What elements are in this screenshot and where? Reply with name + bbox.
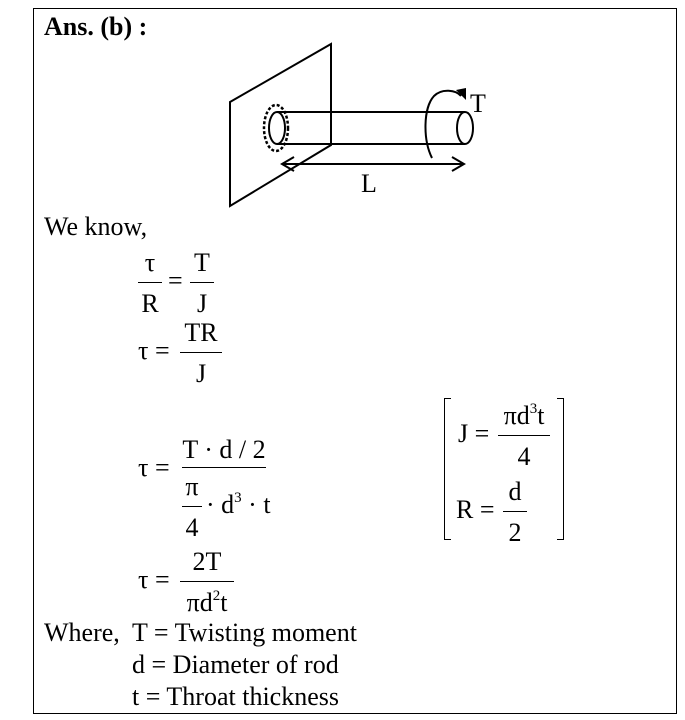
- eq2-fraction: TR J: [180, 320, 222, 387]
- torque-arrow: [425, 91, 461, 158]
- intro-text: We know,: [44, 212, 148, 241]
- answer-heading: Ans. (b) :: [44, 12, 148, 41]
- j-definition-lhs: J =: [458, 419, 490, 448]
- eq4-fraction: 2T $\pi d^2t$: [180, 549, 234, 616]
- j-definition-fraction: $\pi d^3t$ 4: [498, 403, 550, 470]
- eq3-main-bar: [182, 467, 266, 468]
- eq4-lhs: τ =: [138, 565, 170, 594]
- eq3-lhs: τ =: [138, 453, 170, 482]
- eq3-denominator-rest: · $d^3 \cdot t$: [206, 490, 271, 519]
- eq1-lhs-fraction: τ R: [138, 250, 162, 317]
- where-label: Where,: [44, 618, 120, 647]
- where-line-diameter: d = Diameter of rod: [132, 650, 339, 679]
- r-definition-fraction: d 2: [503, 479, 527, 546]
- eq3-pi-over-4: π 4: [182, 474, 202, 541]
- torque-label: T: [470, 89, 486, 118]
- length-label: L: [361, 169, 377, 198]
- eq1-rhs-fraction: T J: [190, 250, 214, 317]
- where-line-torque: T = Twisting moment: [132, 618, 357, 647]
- eq1-equals: =: [168, 266, 183, 295]
- where-line-throat: t = Throat thickness: [132, 682, 339, 711]
- eq2-lhs: τ =: [138, 336, 170, 365]
- welded-rod-figure: [220, 40, 500, 212]
- r-definition-lhs: R =: [456, 495, 495, 524]
- eq3-numerator: T · d / 2: [182, 435, 266, 464]
